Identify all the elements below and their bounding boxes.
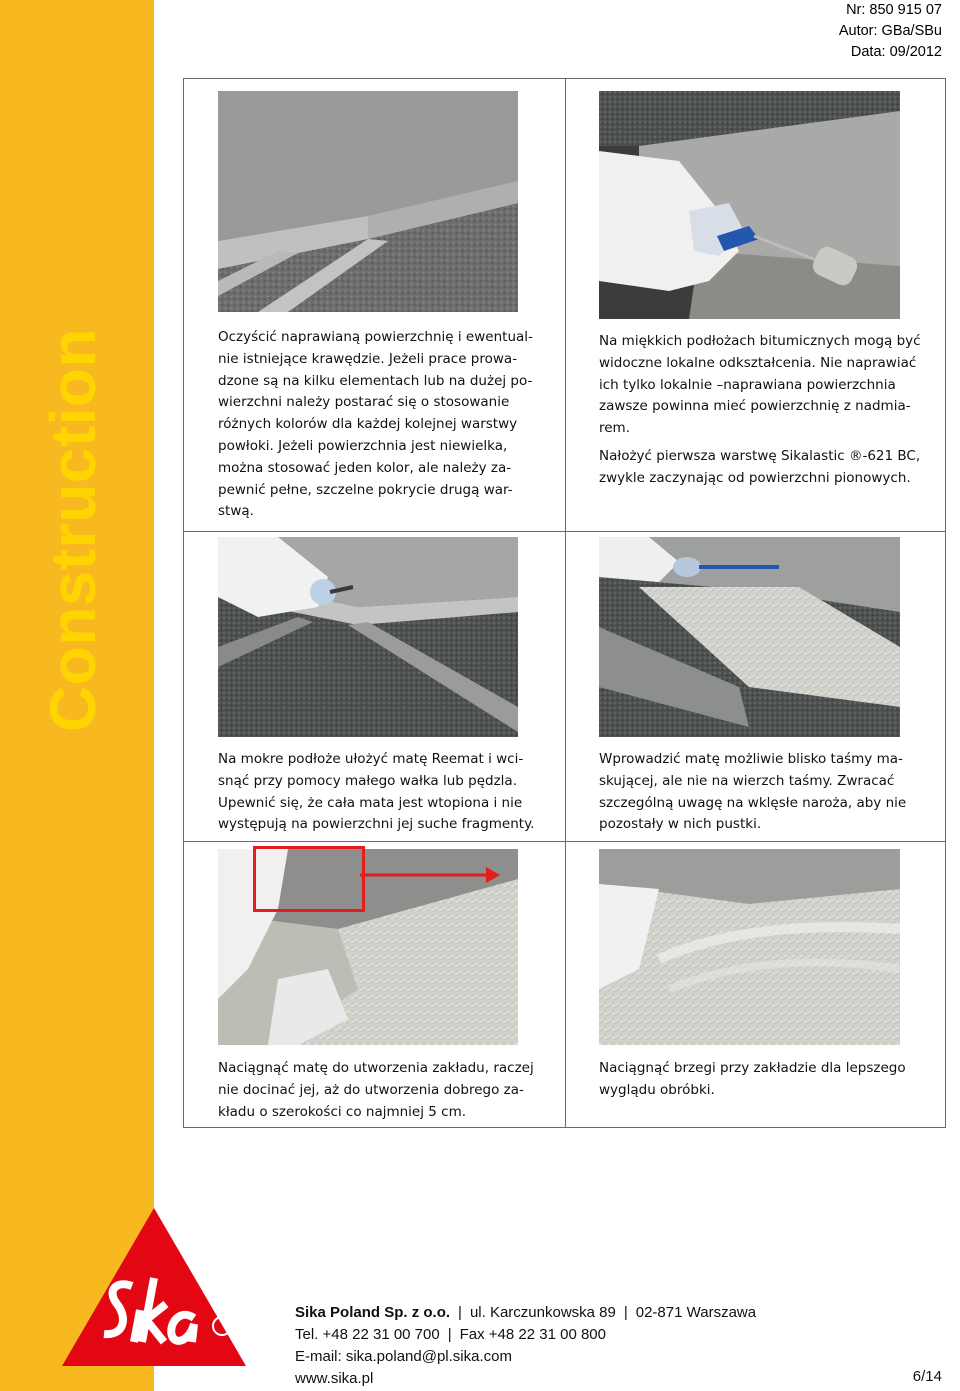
highlight-box bbox=[253, 846, 365, 912]
footer-line-2: Tel. +48 22 31 00 700 | Fax +48 22 31 00 800 bbox=[295, 1326, 606, 1343]
roller-wall-photo bbox=[599, 91, 900, 319]
page-number: 6/14 bbox=[912, 1368, 942, 1385]
footer bbox=[295, 1302, 756, 1390]
company-website[interactable]: www.sika.pl bbox=[295, 1370, 374, 1387]
sika-logo bbox=[62, 1208, 246, 1370]
company-phone: Tel. +48 22 31 00 700 bbox=[295, 1326, 440, 1343]
sidebar-band bbox=[0, 0, 154, 1391]
mat-edge-closeup-photo bbox=[599, 849, 900, 1045]
bitumen-corner-photo bbox=[218, 91, 518, 312]
company-address: ul. Karczunkowska 89 bbox=[469, 1304, 616, 1321]
row-divider bbox=[184, 531, 945, 532]
brush-coating-photo bbox=[218, 537, 518, 737]
company-email[interactable]: E-mail: sika.poland@pl.sika.com bbox=[295, 1348, 512, 1365]
document-author: Autor: GBa/SBu bbox=[838, 23, 942, 39]
step-caption-product: Nałożyć pierwsza warstwę Sikalastic ®-621 BC, zwykle zaczynając od powierzchni pionowych. bbox=[599, 448, 921, 486]
column-divider bbox=[565, 79, 566, 1127]
company-fax: Fax +48 22 31 00 800 bbox=[459, 1326, 606, 1343]
row-divider bbox=[184, 841, 945, 842]
footer-line-1: Sika Poland Sp. z o.o. | ul. Karczunkowska 89 | 02-871 Warszawa bbox=[295, 1304, 757, 1321]
document-number: Nr: 850 915 07 bbox=[846, 2, 942, 18]
step-caption: Oczyścić naprawianą powierzchnię i ewentual- nie istniejące krawędzie. Jeżeli prace prowa- dzone są na kilku elementach lub na dużej po- wierzchni należy postarać się o stosowanie różnych kolorów dla każdej kolejnej warstwy powłoki. Jeżeli powierzchnia jest niewielka, można stosować jeden kolor, ale należy za- pewnić pełne, szczelne pokrycie drugą war- stwą. bbox=[218, 329, 533, 520]
arrow-right-icon bbox=[360, 860, 500, 890]
document-date: Data: 09/2012 bbox=[850, 44, 942, 60]
mat-roller-photo bbox=[599, 537, 900, 737]
step-caption: Naciągnąć matę do utworzenia zakładu, raczej nie docinać jej, aż do utworzenia dobrego za- kładu o szerokości co najmniej 5 cm. bbox=[218, 1060, 534, 1120]
company-name: Sika Poland Sp. z o.o. bbox=[295, 1304, 451, 1321]
company-city: 02-871 Warszawa bbox=[635, 1304, 757, 1321]
sidebar-label: Construction bbox=[37, 327, 109, 733]
step-caption: Naciągnąć brzegi przy zakładzie dla lepszego wyglądu obróbki. bbox=[599, 1060, 906, 1098]
step-caption: Na miękkich podłożach bitumicznych mogą być widoczne lokalne odkształcenia. Nie naprawiać ich tylko lokalnie –naprawiana powierzchnia zawsze powinna mieć powierzchnię z nadmia- rem. bbox=[599, 333, 921, 437]
step-caption: Na mokre podłoże ułożyć matę Reemat i wci- snąć przy pomocy małego wałka lub pędzla. Upewnić się, że cała mata jest wtopiona i nie występują na powierzchni jej suche fragmenty. bbox=[218, 751, 535, 833]
document-meta bbox=[839, 0, 942, 63]
step-caption: Wprowadzić matę możliwie blisko taśmy ma- skującej, ale nie na wierzch taśmy. Zwracać szczególną uwagę na wklęsłe naroża, aby nie pozostały w nich pustki. bbox=[599, 751, 907, 833]
